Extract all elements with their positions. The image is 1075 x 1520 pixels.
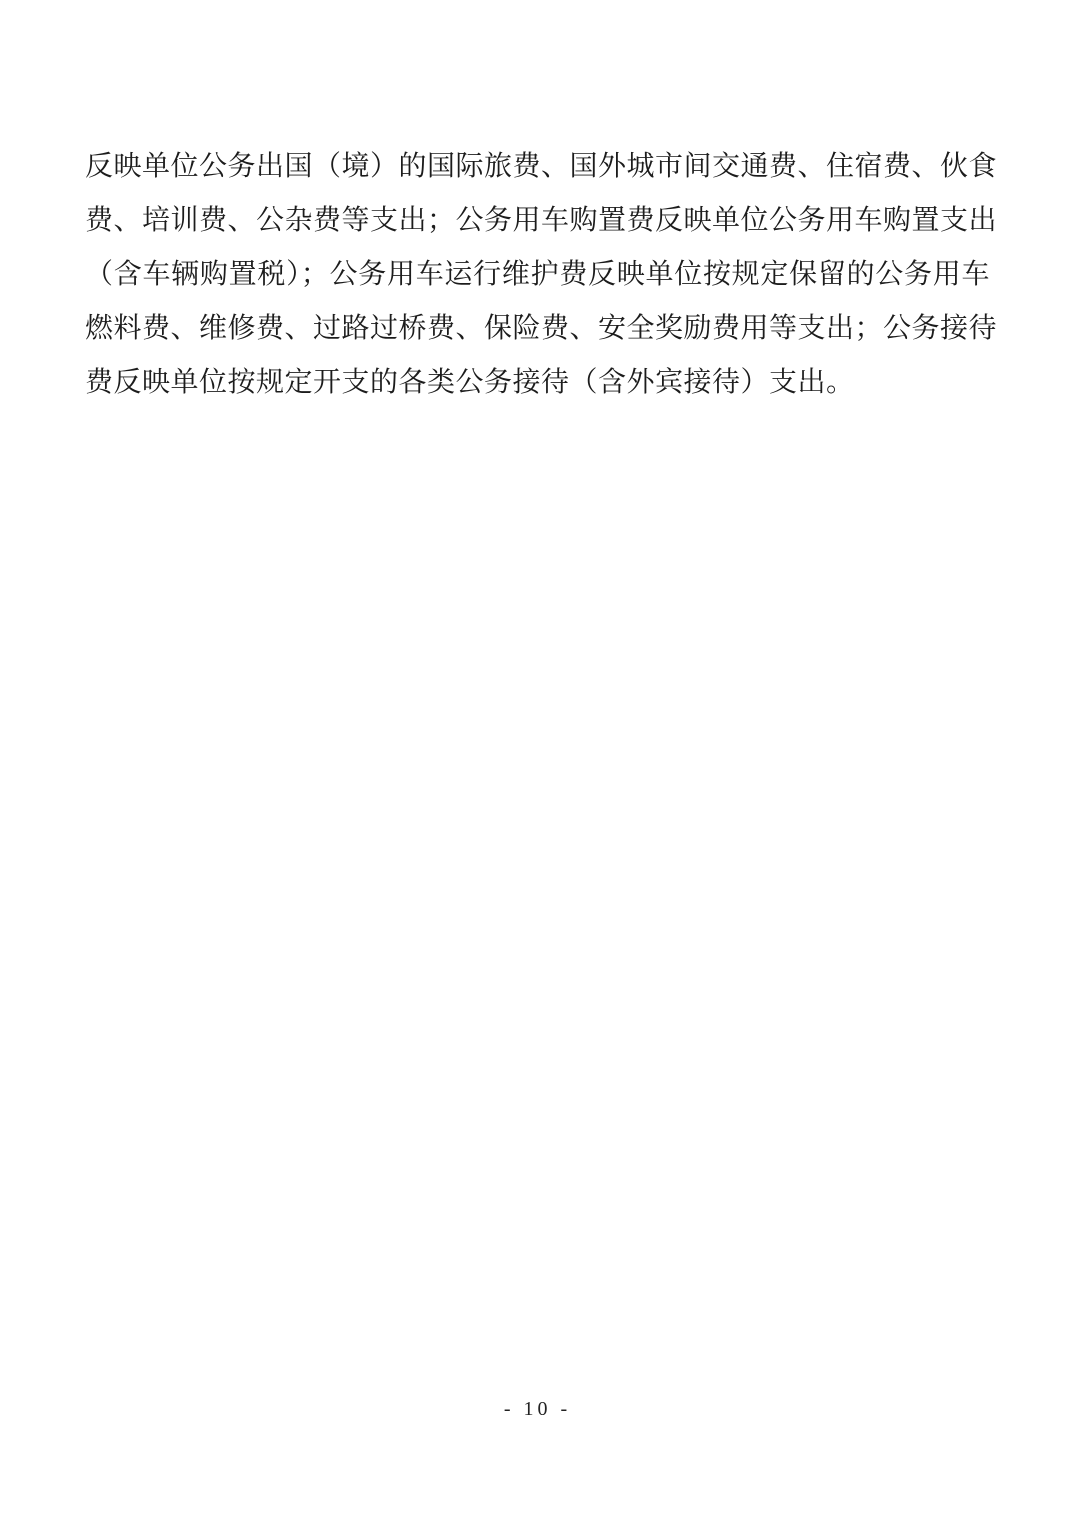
paragraph-line: 燃料费、维修费、过路过桥费、保险费、安全奖励费用等支出；公务接待 bbox=[85, 313, 998, 344]
paragraph-line: 费、培训费、公杂费等支出；公务用车购置费反映单位公务用车购置支出 bbox=[85, 205, 998, 236]
paragraph-line: （含车辆购置税）；公务用车运行维护费反映单位按规定保留的公务用车 bbox=[85, 259, 990, 290]
body-paragraph bbox=[85, 140, 998, 410]
page-number: - 10 - bbox=[503, 1398, 572, 1420]
paragraph-line: 反映单位公务出国（境）的国际旅费、国外城市间交通费、住宿费、伙食 bbox=[85, 151, 998, 182]
paragraph-line: 费反映单位按规定开支的各类公务接待（含外宾接待）支出。 bbox=[85, 367, 855, 398]
